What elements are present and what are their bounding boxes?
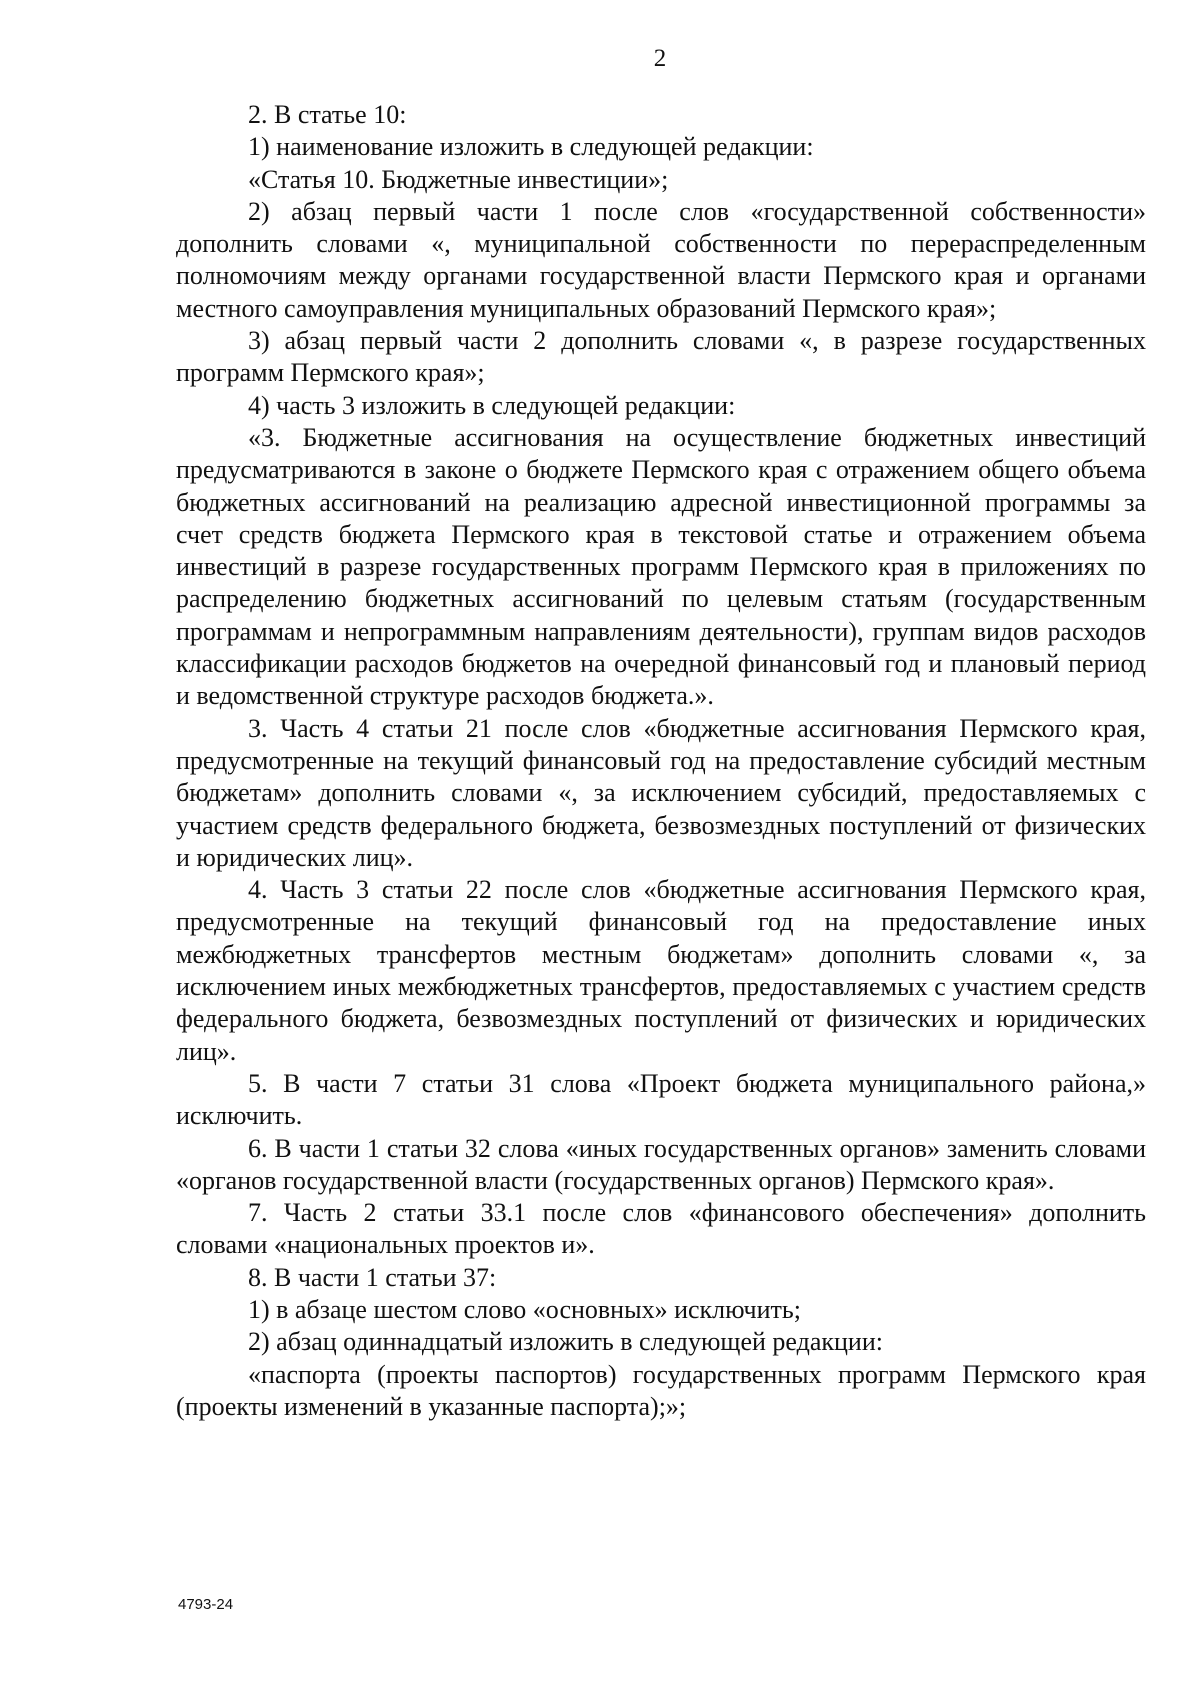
paragraph: «Статья 10. Бюджетные инвестиции»; [248,164,669,194]
paragraph: 8. В части 1 статьи 37: [248,1262,497,1292]
paragraph: 4. Часть 3 статьи 22 после слов «бюджетные ассигнования Пермского края, предусмотренные на текущий финансовый год на предоставление иных межбюджетных трансфертов местным бюджетам» дополнить словами «, за исключением иных межбюджетных трансфертов, предоставляемых с участием средств федерального бюджета, безвозмездных поступлений от физических и юридических лиц». [176,875,1146,1066]
document-body [176,99,1146,1423]
paragraph: «паспорта (проекты паспортов) государственных программ Пермского края (проекты изменений в указанные паспорта);»; [176,1359,1146,1421]
paragraph: 2) абзац одиннадцатый изложить в следующей редакции: [248,1327,883,1357]
paragraph: 1) наименование изложить в следующей редакции: [248,132,814,162]
document-code: 4793-24 [178,1596,234,1613]
paragraph: «3. Бюджетные ассигнования на осуществление бюджетных инвестиций предусматриваются в законе о бюджете Пермского края с отражением общего объема бюджетных ассигнований на реализацию адресной инвестиционной программы за счет средств бюджета Пермского края в текстовой статье и отражением объема инвестиций в разрезе государственных программ Пермского края в приложениях по распределению бюджетных ассигнований по целевым статьям (государственным программам и непрограммным направлениям деятельности), группам видов расходов классификации расходов бюджетов на очередной финансовый год и плановый период и ведомственной структуре расходов бюджета.». [176,422,1146,711]
paragraph: 3. Часть 4 статьи 21 после слов «бюджетные ассигнования Пермского края, предусмотренные на текущий финансовый год на предоставление субсидий местным бюджетам» дополнить словами «, за исключением субсидий, предоставляемых с участием средств федерального бюджета, безвозмездных поступлений от физических и юридических лиц». [176,713,1146,872]
paragraph: 4) часть 3 изложить в следующей редакции: [248,390,736,420]
paragraph: 3) абзац первый части 2 дополнить словами «, в разрезе государственных программ Пермского края»; [176,326,1146,388]
paragraph: 1) в абзаце шестом слово «основных» исключить; [248,1294,801,1324]
paragraph: 2) абзац первый части 1 после слов «государственной собственности» дополнить словами «, муниципальной собственности по перераспределенным полномочиям между органами государственной власти Пермского края и органами местного самоуправления муниципальных образований Пермского края»; [176,196,1146,323]
paragraph: 6. В части 1 статьи 32 слова «иных государственных органов» заменить словами «органов государственной власти (государственных органов) Пермского края». [176,1133,1146,1195]
paragraph: 5. В части 7 статьи 31 слова «Проект бюджета муниципального района,» исключить. [176,1068,1146,1131]
paragraph: 2. В статье 10: [248,100,407,129]
page-number: 2 [653,45,667,72]
paragraph: 7. Часть 2 статьи 33.1 после слов «финансового обеспечения» дополнить словами «национальных проектов и». [176,1198,1146,1260]
